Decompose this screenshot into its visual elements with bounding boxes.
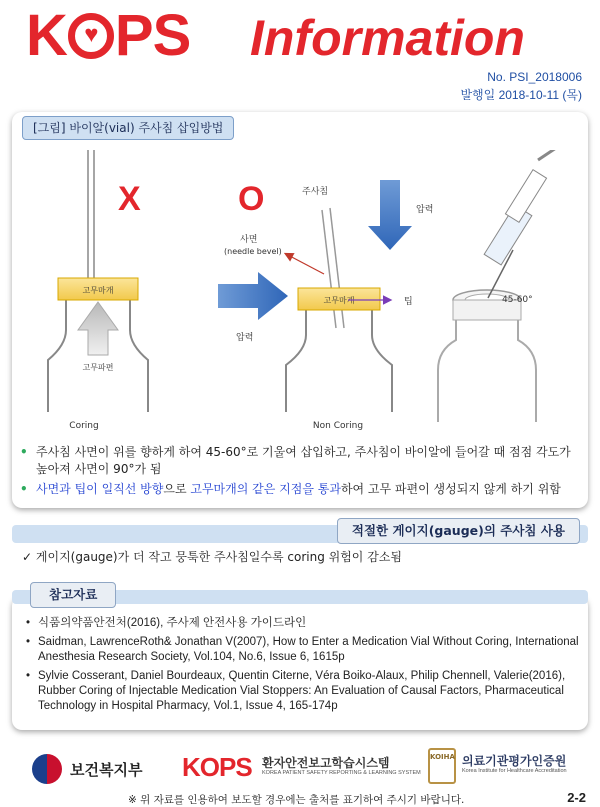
kops-system-english: KOREA PATIENT SAFETY REPORTING & LEARNING SYSTEM [262, 770, 421, 776]
bullet-angle-text: 주사침 사면이 위를 향하게 하여 45-60°로 기울여 삽입하고, 주사침이 바이알에 들어갈 때 점점 각도가 높아져 사면이 90°가 됨 [36, 445, 571, 476]
bullet-dot: • [20, 445, 28, 459]
kops-system-name: 환자안전보고학습시스템 [262, 756, 390, 770]
reference-item: • Saidman, LawrenceRoth& Jonathan V(2007), How to Enter a Medication Vial Without Coring, International Anesthesia Research Society, Vol.104, No.6, Issue 6, 1615p [24, 635, 580, 665]
needle-label: 주사침 [302, 187, 329, 197]
issue-date: 발행일 2018-10-11 (목) [460, 88, 582, 102]
rubber-stopper-label-left: 고무마개 [82, 286, 114, 295]
bullet-highlight-1: 사면과 팁이 일직선 방향 [36, 482, 164, 496]
mohw-logo [32, 754, 142, 784]
rubber-stopper-label-right: 고무마개 [323, 296, 355, 305]
bevel-english-label: (needle bevel) [224, 247, 282, 256]
coring-label: Coring [69, 421, 99, 431]
wrong-mark: X [118, 180, 141, 218]
gauge-text [22, 548, 402, 565]
mohw-name: 보건복지부 [70, 760, 143, 779]
references-list [24, 616, 580, 718]
bullet-alignment [20, 481, 580, 498]
figure-bullets [20, 444, 580, 501]
correct-mark: O [238, 180, 265, 218]
vial-insertion-diagram [18, 150, 584, 434]
figure-caption: [그림] 바이알(vial) 주사침 삽입방법 [22, 116, 234, 140]
syringe-vial [438, 150, 568, 422]
logo-letter-k: K [26, 3, 67, 68]
check-icon: ✓ [22, 550, 33, 564]
bullet-text-1: 으로 [163, 482, 191, 496]
bullet-angle [20, 444, 580, 478]
pressure-label-top: 압력 [416, 205, 434, 215]
reference-item: • 식품의약품안전처(2016), 주사제 안전사용 가이드라인 [24, 616, 580, 631]
gauge-section-title: 적절한 게이지(gauge)의 주사침 사용 [337, 518, 580, 544]
koiha-english: Korea Institute for Healthcare Accreditation [462, 768, 567, 774]
page-number: 2-2 [567, 790, 586, 805]
taegeuk-icon [32, 754, 62, 784]
non-coring-label: Non Coring [312, 421, 364, 431]
kops-footer-logo: KOPS [182, 752, 252, 782]
header [0, 0, 600, 110]
bullet-text-2: 하여 고무 파편이 생성되지 않게 하기 위함 [340, 482, 561, 496]
logo-letters-ps: PS [114, 3, 191, 68]
pressure-arrow-vertical [368, 180, 412, 250]
koiha-emblem-icon: KOIHA [428, 748, 456, 784]
citation-notice: ※ 위 자료를 인용하여 보도할 경우에는 출처를 표기하여 주시기 바랍니다. [128, 794, 465, 806]
reference-item: • Sylvie Cosserant, Daniel Bourdeaux, Quentin Citerne, Véra Boiko-Alaux, Philip Chennell, Valerie(2016), Rubber Coring of Injectable Medication Vial Stoppers: An Evaluation of Causal Factors, Pharmaceutical Technology in Hospital Pharmacy, Vol.1, Issue 4, 165-174p [24, 669, 580, 714]
bullet-highlight-2: 고무마개의 같은 지점을 통과 [190, 482, 341, 496]
references-title: 참고자료 [30, 582, 116, 608]
tip-label: 팁 [404, 297, 413, 307]
gauge-text-body: 게이지(gauge)가 더 작고 뭉툭한 주사침일수록 coring 위험이 감소됨 [35, 550, 402, 564]
bullet-dot: • [20, 482, 28, 496]
bevel-label: 사면 [240, 235, 258, 245]
angle-label: 45-60° [502, 295, 533, 305]
rubber-fragment-label: 고무파편 [82, 363, 114, 372]
pressure-label-left: 압력 [236, 333, 254, 343]
pressure-arrow-horizontal [218, 272, 288, 320]
page-title: Information [250, 10, 525, 66]
issue-number: No. PSI_2018006 [487, 70, 582, 84]
heart-icon [68, 13, 114, 59]
footer [0, 740, 600, 804]
koiha-name: 의료기관평가인증원 [462, 754, 567, 768]
kops-logo [26, 3, 191, 68]
